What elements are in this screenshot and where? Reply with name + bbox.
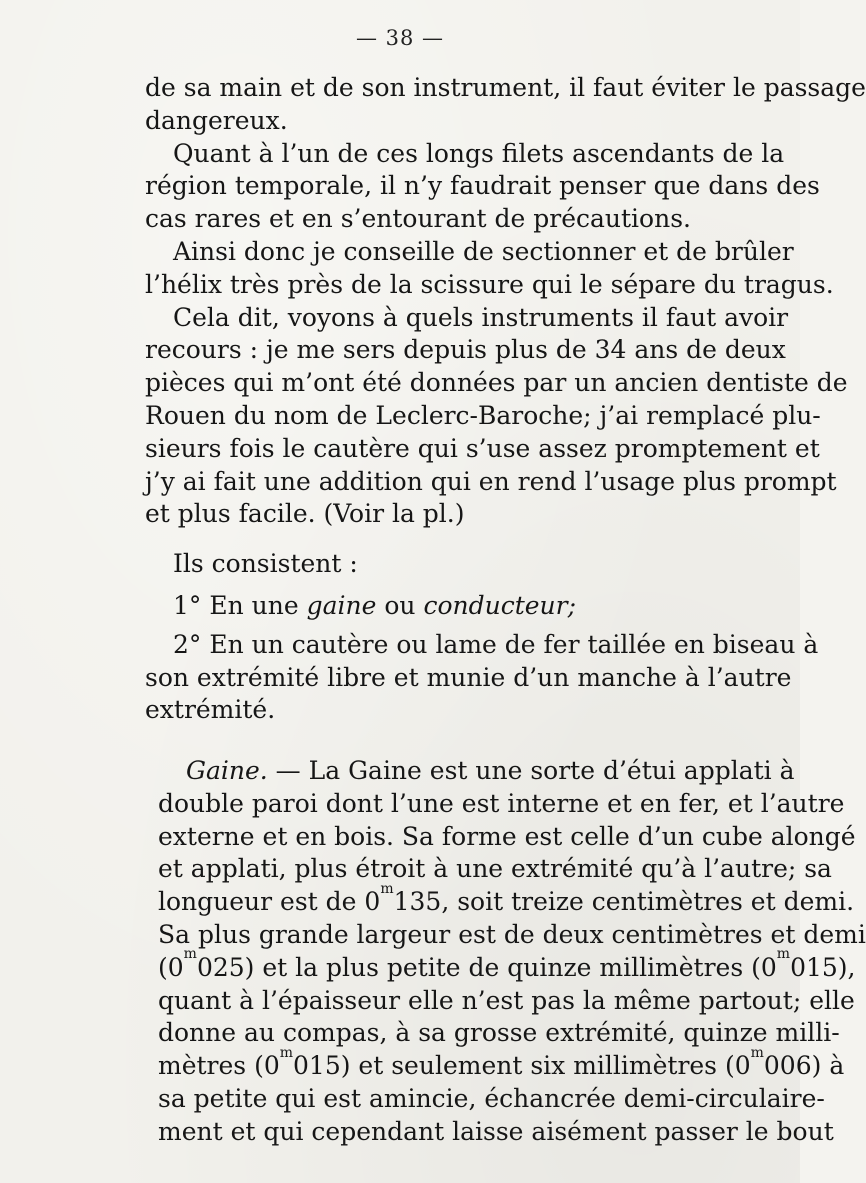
- text-line: [158, 946, 856, 985]
- text-span: mètres (0: [158, 1051, 280, 1081]
- text-line: recours : je me sers depuis plus de 34 ans de deux: [145, 335, 786, 365]
- text-block-1: [145, 72, 866, 531]
- text-line: double paroi dont l’une est interne et en fer, et l’autre: [158, 788, 845, 818]
- text-line: son extrémité libre et munie d’un manche à l’autre: [145, 662, 792, 692]
- text-line: sa petite qui est amincie, échancrée demi-circulaire-: [158, 1083, 825, 1113]
- unit-superscript: m: [183, 946, 197, 963]
- text-line: région temporale, il n’y faudrait penser que dans des: [145, 171, 820, 201]
- text-block-1b: [145, 548, 760, 581]
- text-line: [158, 1044, 845, 1083]
- text-span: 025) et la plus petite de quinze millimètres (0: [196, 952, 777, 982]
- text-line: 2° En un cautère ou lame de fer taillée en biseau à: [173, 629, 819, 659]
- list-item-1: [145, 590, 760, 623]
- text-line: Cela dit, voyons à quels instruments il faut avoir: [173, 302, 789, 332]
- text-line: cas rares et en s’entourant de précautions.: [145, 204, 691, 234]
- text-span: 015),: [790, 952, 856, 982]
- text-line: quant à l’épaisseur elle n’est pas la même partout; elle: [158, 985, 855, 1015]
- text-span: longueur est de 0: [158, 887, 381, 917]
- page-number: — 38 —: [355, 26, 445, 50]
- text-span: 006) à: [763, 1051, 845, 1081]
- text-line: Ils consistent :: [173, 549, 358, 578]
- text-line: Ainsi donc je conseille de sectionner et de brûler: [173, 236, 794, 266]
- text-span: 135, soit treize centimètres et demi.: [393, 887, 855, 917]
- italic-term: conducteur;: [423, 591, 577, 620]
- text-line: externe et en bois. Sa forme est celle d’un cube alongé: [158, 821, 856, 851]
- text-line: [158, 755, 795, 788]
- unit-superscript: m: [776, 946, 791, 963]
- unit-superscript: m: [750, 1044, 764, 1061]
- text-line: Quant à l’un de ces longs filets ascendants de la: [173, 138, 785, 168]
- text-line: l’hélix très près de la scissure qui le sépare du tragus.: [145, 269, 834, 299]
- text-line: et plus facile. (Voir la pl.): [145, 499, 465, 529]
- text-line: et applati, plus étroit à une extrémité qu’à l’autre; sa: [158, 854, 832, 884]
- text-span: 015) et seulement six millimètres (0: [293, 1051, 751, 1081]
- italic-term: gaine: [306, 591, 377, 620]
- text-line: ment et qui cependant laisse aisément passer le bout: [158, 1116, 834, 1146]
- text-line: donne au compas, à sa grosse extrémité, quinze milli-: [158, 1018, 840, 1048]
- list-item-text: ou: [376, 591, 424, 620]
- section-heading: Gaine.: [186, 756, 268, 785]
- text-span: — La Gaine est une sorte d’étui applati à: [267, 756, 795, 785]
- text-line: de sa main et de son instrument, il faut éviter le passage: [145, 73, 866, 102]
- list-item-text: 1° En une: [173, 591, 307, 620]
- text-line: Sa plus grande largeur est de deux centimètres et demi: [158, 919, 866, 949]
- text-line: Rouen du nom de Leclerc-Baroche; j’ai remplacé plu-: [145, 400, 821, 430]
- text-line: [158, 880, 855, 919]
- unit-superscript: m: [380, 880, 394, 897]
- text-line: dangereux.: [145, 105, 288, 135]
- text-span: (0: [158, 952, 184, 982]
- text-block-2: [158, 755, 866, 1149]
- text-line: extrémité.: [145, 695, 276, 725]
- text-line: sieurs fois le cautère qui s’use assez promptement et: [145, 433, 820, 463]
- text-block-1c: [145, 590, 819, 727]
- text-line: pièces qui m’ont été données par un ancien dentiste de: [145, 368, 848, 398]
- unit-superscript: m: [279, 1044, 294, 1061]
- text-line: j’y ai fait une addition qui en rend l’usage plus prompt: [145, 466, 837, 496]
